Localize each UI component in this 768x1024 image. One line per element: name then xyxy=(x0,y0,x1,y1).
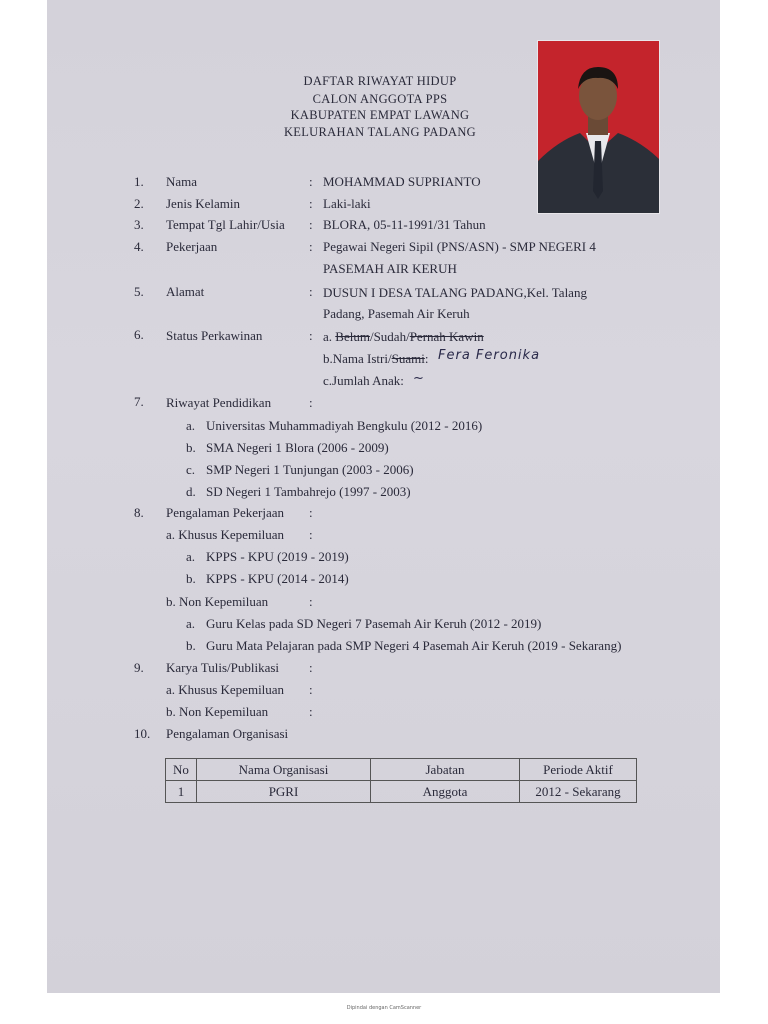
title-line-2: CALON ANGGOTA PPS xyxy=(312,92,448,106)
edu-item: SMP Negeri 1 Tunjungan (2003 - 2006) xyxy=(206,462,414,477)
handwritten-children: ~ xyxy=(413,371,424,386)
field-value-pekerjaan: Pegawai Negeri Sipil (PNS/ASN) - SMP NEGERI 4 xyxy=(323,239,596,254)
field-value-nama: MOHAMMAD SUPRIANTO xyxy=(323,174,481,189)
pub-khusus-label: a. Khusus Kepemiluan xyxy=(166,682,285,697)
spouse-line: b.Nama Istri/Suami: xyxy=(323,351,429,366)
title-line-1: DAFTAR RIWAYAT HIDUP xyxy=(303,74,457,88)
field-number: 4. xyxy=(134,239,144,254)
status-option-line: a. Belum/Sudah/Pernah Kawin xyxy=(323,329,484,344)
work-item: Guru Mata Pelajaran pada SMP Negeri 4 Pasemah Air Keruh (2019 - Sekarang) xyxy=(206,638,622,653)
pub-non-label: b. Non Kepemiluan xyxy=(166,704,269,719)
table-header-cell: Nama Organisasi xyxy=(197,759,371,781)
table-header-cell: Jabatan xyxy=(371,759,520,781)
table-row xyxy=(166,781,637,803)
colon: : xyxy=(309,217,313,232)
colon: : xyxy=(309,196,313,211)
edu-letter: c. xyxy=(186,462,196,477)
handwritten-spouse-name: Fera Feronika xyxy=(438,348,541,363)
field-label-status: Status Perkawinan xyxy=(166,328,263,343)
field-label-ttl: Tempat Tgl Lahir/Usia xyxy=(166,217,285,232)
table-cell: Anggota xyxy=(371,781,520,803)
field-value-alamat: DUSUN I DESA TALANG PADANG,Kel. Talang xyxy=(323,285,587,300)
field-number: 10. xyxy=(134,726,151,741)
table-header-cell: Periode Aktif xyxy=(520,759,637,781)
work-letter: b. xyxy=(186,638,196,653)
scanner-footer: Dipindai dengan CamScanner xyxy=(346,1005,422,1011)
field-label-karya: Karya Tulis/Publikasi xyxy=(166,660,280,675)
table-cell: 1 xyxy=(166,781,197,803)
edu-item: SD Negeri 1 Tambahrejo (1997 - 2003) xyxy=(206,484,411,499)
field-value-alamat-2: Padang, Pasemah Air Keruh xyxy=(323,306,470,321)
work-letter: b. xyxy=(186,571,196,586)
work-item: Guru Kelas pada SD Negeri 7 Pasemah Air Keruh (2012 - 2019) xyxy=(206,616,542,631)
work-khusus-label: a. Khusus Kepemiluan xyxy=(166,527,285,542)
colon: : xyxy=(309,328,313,343)
colon: : xyxy=(309,660,313,675)
organization-table xyxy=(165,758,637,803)
colon: : xyxy=(309,527,313,542)
field-number: 3. xyxy=(134,217,144,232)
field-label-pekerjaan: Pekerjaan xyxy=(166,239,218,254)
work-item: KPPS - KPU (2014 - 2014) xyxy=(206,571,349,586)
colon: : xyxy=(309,704,313,719)
work-non-label: b. Non Kepemiluan xyxy=(166,594,269,609)
colon: : xyxy=(309,284,313,299)
field-label-alamat: Alamat xyxy=(166,284,205,299)
field-label-pekerjaan-pengalaman: Pengalaman Pekerjaan xyxy=(166,505,285,520)
edu-item: Universitas Muhammadiyah Bengkulu (2012 - 2016) xyxy=(206,418,483,433)
colon: : xyxy=(309,239,313,254)
field-number: 5. xyxy=(134,284,144,299)
field-number: 7. xyxy=(134,394,144,409)
title-line-4: KELURAHAN TALANG PADANG xyxy=(283,125,476,139)
work-item: KPPS - KPU (2019 - 2019) xyxy=(206,549,349,564)
work-letter: a. xyxy=(186,616,196,631)
field-value-pekerjaan-2: PASEMAH AIR KERUH xyxy=(323,261,457,276)
table-cell: PGRI xyxy=(197,781,371,803)
colon: : xyxy=(309,395,313,410)
field-value-ttl: BLORA, 05-11-1991/31 Tahun xyxy=(323,217,486,232)
field-label-nama: Nama xyxy=(166,174,198,189)
work-letter: a. xyxy=(186,549,196,564)
edu-letter: d. xyxy=(186,484,196,499)
field-label-organisasi: Pengalaman Organisasi xyxy=(166,726,289,741)
colon: : xyxy=(309,682,313,697)
profile-photo xyxy=(537,40,660,214)
table-header-cell: No xyxy=(166,759,197,781)
field-number: 2. xyxy=(134,196,144,211)
field-number: 8. xyxy=(134,505,144,520)
colon: : xyxy=(309,174,313,189)
field-number: 6. xyxy=(134,327,144,342)
field-label-jenis-kelamin: Jenis Kelamin xyxy=(166,196,241,211)
field-number: 9. xyxy=(134,660,144,675)
edu-item: SMA Negeri 1 Blora (2006 - 2009) xyxy=(206,440,389,455)
title-line-3: KABUPATEN EMPAT LAWANG xyxy=(290,108,470,122)
children-label: c.Jumlah Anak: xyxy=(323,373,404,388)
field-label-pendidikan: Riwayat Pendidikan xyxy=(166,395,272,410)
struck-belum: Belum xyxy=(335,329,370,344)
field-value-jenis-kelamin: Laki-laki xyxy=(323,196,371,211)
edu-letter: b. xyxy=(186,440,196,455)
table-cell: 2012 - Sekarang xyxy=(520,781,637,803)
colon: : xyxy=(309,505,313,520)
colon: : xyxy=(309,594,313,609)
field-number: 1. xyxy=(134,174,144,189)
struck-pernah-kawin: Pernah Kawin xyxy=(409,329,484,344)
struck-suami: Suami xyxy=(391,351,425,366)
edu-letter: a. xyxy=(186,418,196,433)
table-header-row xyxy=(166,759,637,781)
